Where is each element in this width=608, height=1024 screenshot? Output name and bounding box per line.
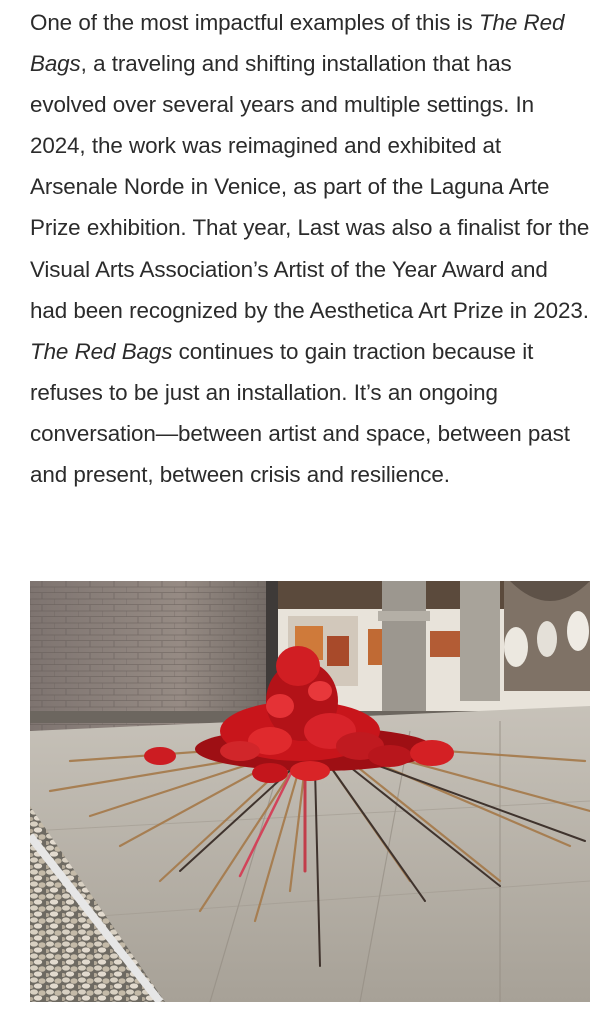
artwork-title: The Red Bags: [30, 338, 173, 364]
paragraph-text: continues to gain traction because it refuses to be just an installation. It’s an ongoing conversation—between artist and space, between past and present, between crisis and resilience.: [30, 338, 570, 488]
article-paragraph: [30, 0, 590, 495]
installation-photo: [30, 581, 590, 1002]
artwork-title: The Red Bags: [30, 10, 565, 77]
paragraph-text: , a traveling and shifting installation that has evolved over several years and multiple settings. In 2024, the work was reimagined and exhibited at Arsenale Norde in Venice, as part of the Laguna Arte Prize exhibition. That year, Last was also a finalist for the Visual Arts Association’s Artist of the Year Award and had been recognized by the Aesthetica Art Prize in 2023.: [30, 51, 590, 323]
paragraph-text: One of the most impactful examples of this is: [30, 10, 479, 35]
article-body: [30, 0, 590, 495]
